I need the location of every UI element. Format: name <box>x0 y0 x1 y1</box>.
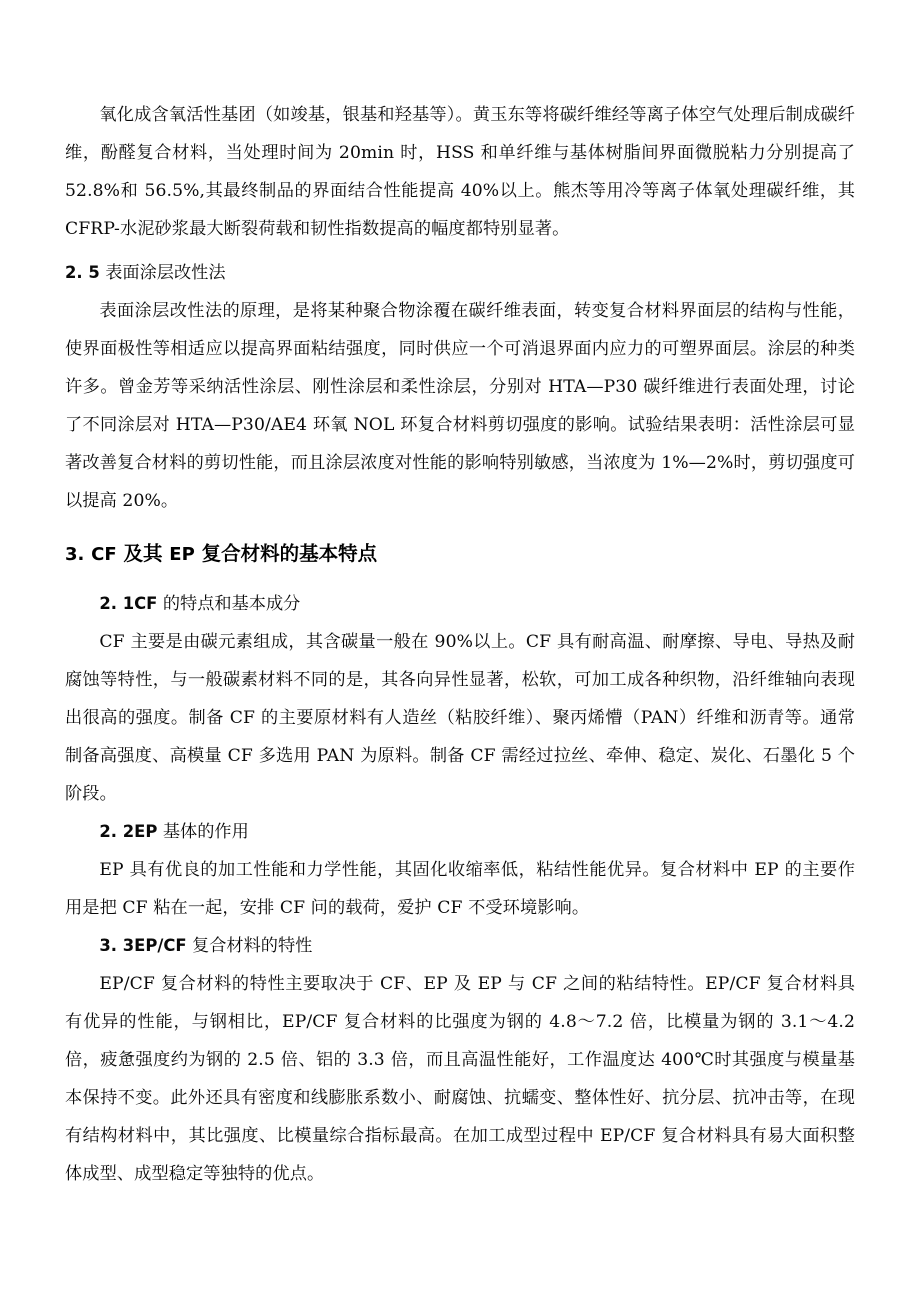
heading-2-1-cf-features <box>65 585 855 623</box>
heading-3-3-epcf-properties <box>65 927 855 965</box>
heading-3-cf-ep-basics <box>65 530 855 579</box>
heading-title: 复合材料的特性 <box>192 936 313 956</box>
document-body <box>65 96 855 1193</box>
heading-term-ep: EP <box>169 544 195 565</box>
paragraph-ep-matrix: EP 具有优良的加工性能和力学性能，其固化收缩率低，粘结性能优异。复合材料中 EP 的主要作用是把 CF 粘在一起，安排 CF 问的载荷，爱护 CF 不受环境影响。 <box>65 860 855 918</box>
heading-number: 2. 1CF <box>99 594 158 613</box>
heading-text-part-1: 及其 <box>123 542 163 565</box>
heading-number: 2. 5 <box>65 263 100 282</box>
paragraph-coating-modification: 表面涂层改性法的原理，是将某种聚合物涂覆在碳纤维表面，转变复合材料界面层的结构与性能，使界面极性等相适应以提高界面粘结强度，同时供应一个可消退界面内应力的可塑界面层。涂层的种类许多。曾金芳等采纳活性涂层、刚性涂层和柔性涂层，分别对 HTA—P30 碳纤维进行表面处理，讨论了不同涂层对 HTA—P30/AE4 环氧 NOL 环复合材料剪切强度的影响。试验结果表明：活性涂层可显著改善复合材料的剪切性能，而且涂层浓度对性能的影响特别敏感，当浓度为 1%—2%时，剪切强度可以提高 20%。 <box>65 301 855 511</box>
heading-number: 2. 2EP <box>99 822 158 841</box>
heading-title: 的特点和基本成分 <box>162 594 301 614</box>
paragraph-epcf-properties: EP/CF 复合材料的特性主要取决于 CF、EP 及 EP 与 CF 之间的粘结特性。EP/CF 复合材料具有优异的性能，与钢相比，EP/CF 复合材料的比强度为钢的 4.8～7.2 倍，比模量为钢的 3.1～4.2 倍，疲惫强度约为钢的 2.5 倍、铝的 3.3 倍，而且高温性能好，工作温度达 400℃时其强度与模量基本保持不变。此外还具有密度和线膨胀系数小、耐腐蚀、抗蠕变、整体性好、抗分层、抗冲击等，在现有结构材料中，其比强度、比模量综合指标最高。在加工成型过程中 EP/CF 复合材料具有易大面积整体成型、成型稳定等独特的优点。 <box>65 974 855 1184</box>
heading-term-cf: CF <box>91 544 117 565</box>
paragraph-plasma-treatment: 氧化成含氧活性基团（如竣基，银基和羟基等）。黄玉东等将碳纤维经等离子体空气处理后制成碳纤维，酚醛复合材料，当处理时间为 20min 时，HSS 和单纤维与基体树脂间界面微脱粘力分别提高了 52.8%和 56.5%,其最终制品的界面结合性能提高 40%以上。熊杰等用冷等离子体氧处理碳纤维，其 CFRP-水泥砂浆最大断裂荷载和韧性指数提高的幅度都特别显著。 <box>65 105 855 239</box>
heading-text-part-2: 复合材料的基本特点 <box>201 542 378 565</box>
heading-title: 表面涂层改性法 <box>105 263 226 283</box>
block-spacer <box>65 520 855 530</box>
heading-title: 基体的作用 <box>162 822 249 842</box>
heading-number: 3. 3EP/CF <box>99 936 187 955</box>
paragraph-cf-composition: CF 主要是由碳元素组成，其含碳量一般在 90%以上。CF 具有耐高温、耐摩擦、导电、导热及耐腐蚀等特性，与一般碳素材料不同的是，其各向异性显著，松软，可加工成各种织物，沿纤维轴向表现出很高的强度。制备 CF 的主要原材料有人造丝（粘胶纤维）、聚丙烯懵（PAN）纤维和沥青等。通常制备高强度、高模量 CF 多选用 PAN 为原料。制备 CF 需经过拉丝、牵伸、稳定、炭化、石墨化 5 个阶段。 <box>65 632 855 804</box>
heading-number: 3. <box>65 544 85 565</box>
heading-2-2-ep-matrix-role <box>65 813 855 851</box>
heading-2-5-surface-coating <box>65 254 855 292</box>
